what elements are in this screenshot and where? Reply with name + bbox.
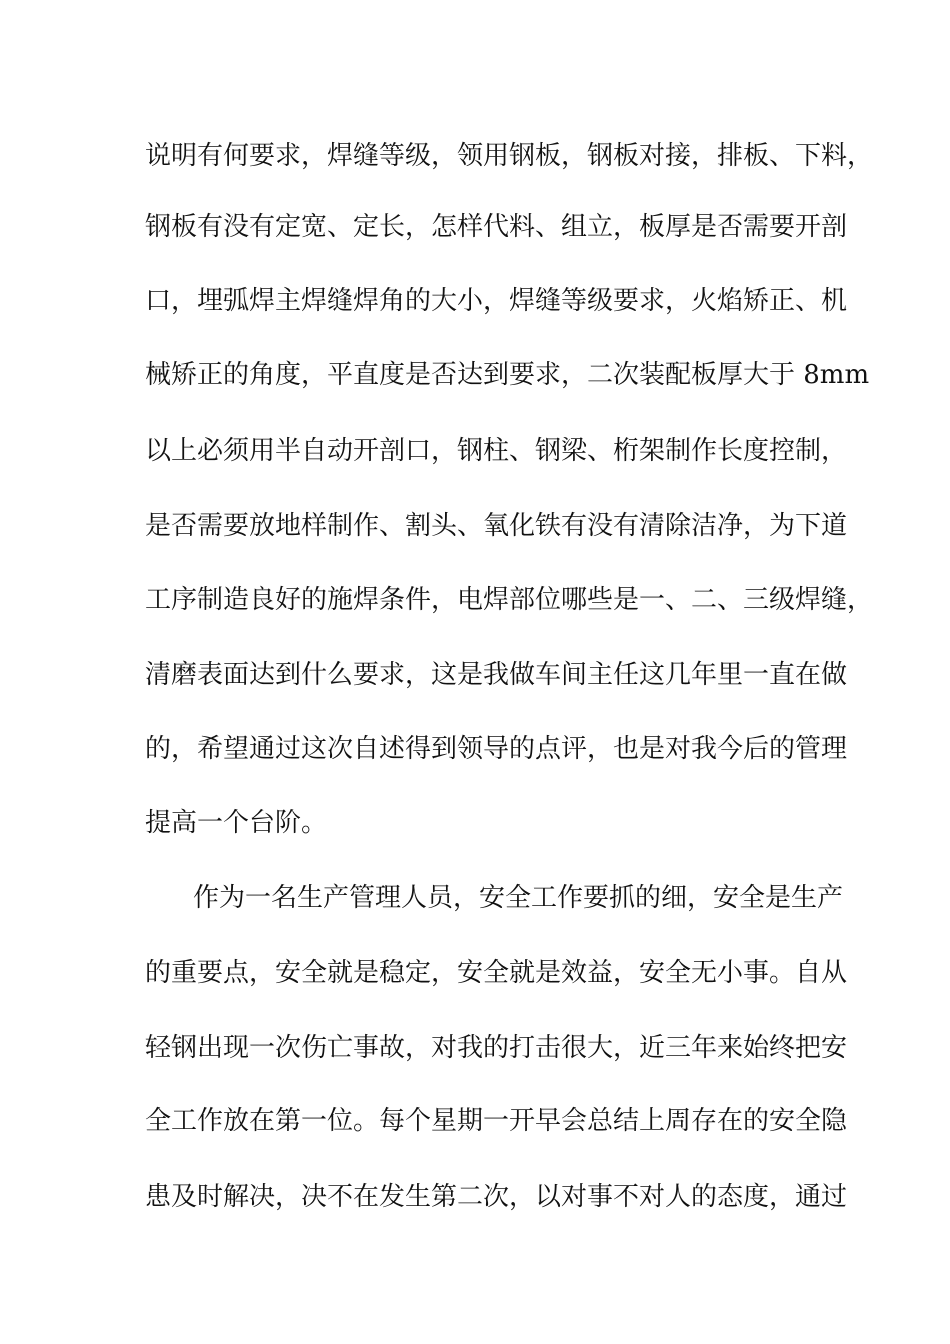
text-line: 口，埋弧焊主焊缝焊角的大小，焊缝等级要求，火焰矫正、机 (145, 286, 848, 316)
text-line: 全工作放在第一位。每个星期一开早会总结上周存在的安全隐 (145, 1106, 848, 1136)
text-line: 提高一个台阶。 (145, 808, 328, 838)
text-line: 轻钢出现一次伤亡事故，对我的打击很大，近三年来始终把安 (145, 1033, 848, 1063)
text-line: 患及时解决，决不在发生第二次，以对事不对人的态度，通过 (145, 1182, 848, 1212)
text-line: 钢板有没有定宽、定长，怎样代料、组立，板厚是否需要开剖 (145, 212, 848, 242)
text-line: 械矫正的角度，平直度是否达到要求，二次装配板厚大于 8mm (145, 360, 870, 390)
text-line: 的重要点，安全就是稳定，安全就是效益，安全无小事。自从 (145, 958, 848, 988)
text-line: 以上必须用半自动开剖口，钢柱、钢梁、桁架制作长度控制， (145, 436, 848, 466)
paragraph-first-line: 作为一名生产管理人员，安全工作要抓的细，安全是生产 (193, 883, 844, 913)
text-line: 说明有何要求，焊缝等级，领用钢板，钢板对接，排板、下料， (145, 141, 874, 171)
text-line: 工序制造良好的施焊条件，电焊部位哪些是一、二、三级焊缝， (145, 585, 874, 615)
text-line: 是否需要放地样制作、割头、氧化铁有没有清除洁净，为下道 (145, 511, 848, 541)
text-line: 的，希望通过这次自述得到领导的点评，也是对我今后的管理 (145, 734, 848, 764)
text-line: 清磨表面达到什么要求，这是我做车间主任这几年里一直在做 (145, 660, 848, 690)
